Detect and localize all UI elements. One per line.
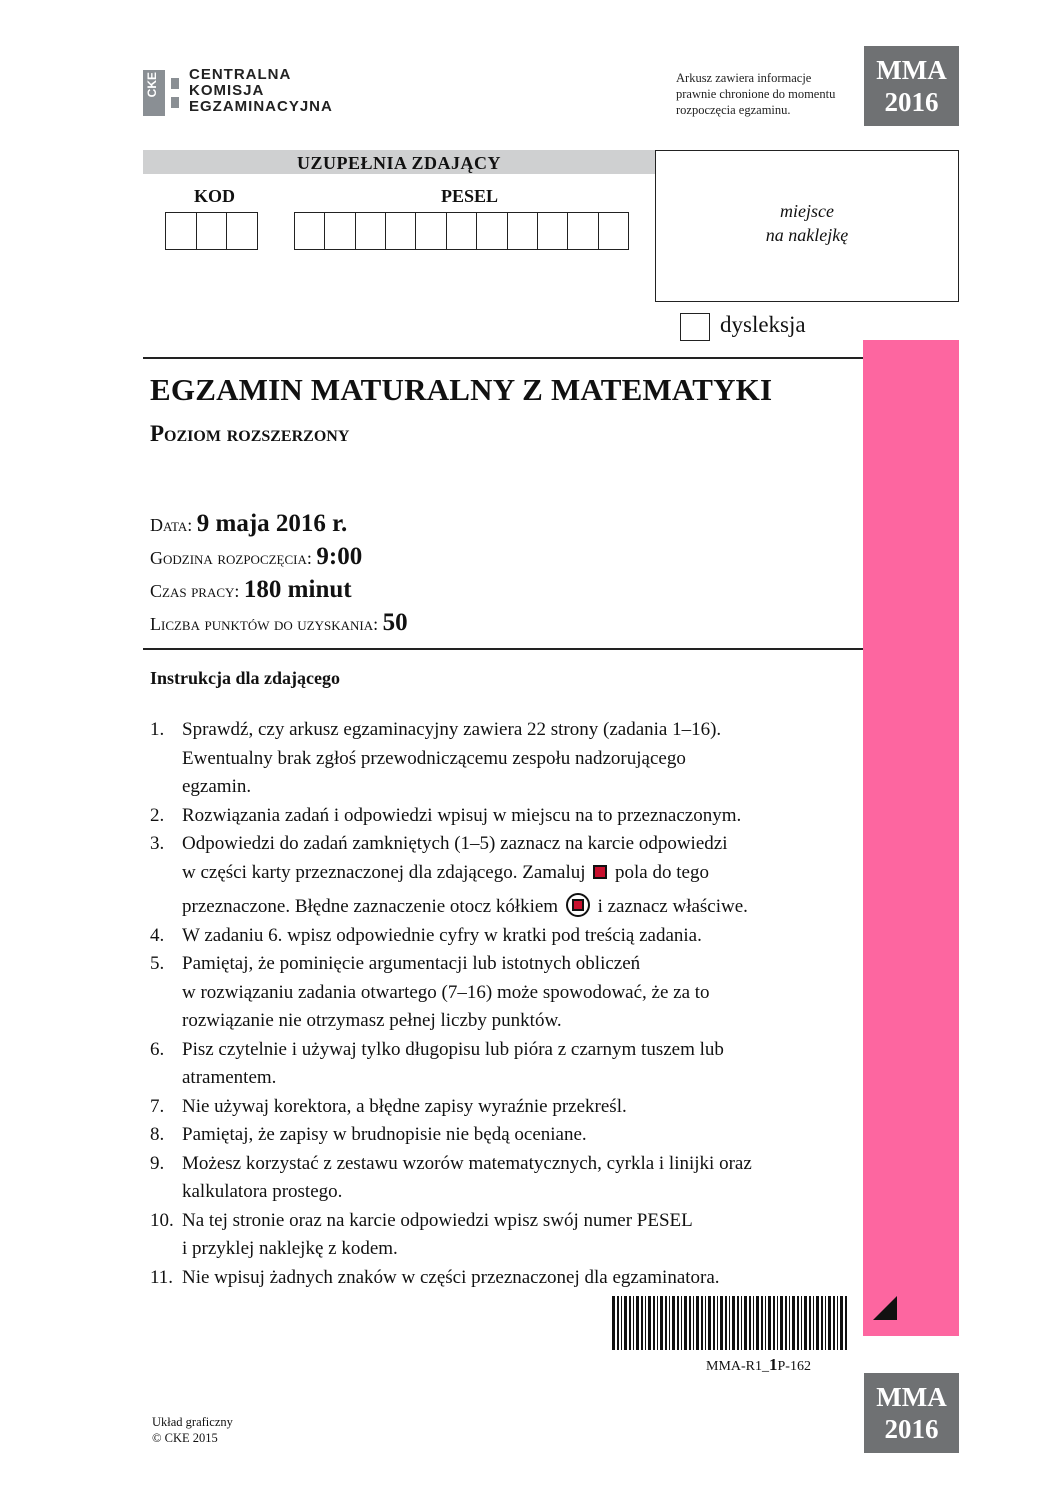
instruction-line: Możesz korzystać z zestawu wzorów matematycznych, cyrkla i linijki oraz (182, 1152, 752, 1174)
logo-line: CENTRALNA (189, 66, 292, 83)
sticker-text: miejsce (780, 201, 834, 221)
barcode-bar (653, 1296, 655, 1350)
footer-line: © CKE 2015 (152, 1431, 218, 1445)
logo-line: EGZAMINACYJNA (189, 98, 333, 115)
barcode-bar (696, 1296, 699, 1350)
instruction-item (150, 1093, 830, 1122)
barcode-bar (684, 1296, 687, 1350)
instruction-text: przeznaczone. Błędne zaznaczenie otocz kółkiem (182, 896, 559, 917)
instruction-number: 1. (150, 719, 165, 740)
barcode-bar (797, 1296, 799, 1350)
info-duration (150, 576, 352, 604)
barcode-bar (777, 1296, 778, 1350)
info-key: Godzina rozpoczęcia: (150, 548, 312, 568)
barcode-bar (689, 1296, 691, 1350)
instruction-number: 11. (150, 1266, 174, 1288)
instruction-line: W zadaniu 6. wpisz odpowiednie cyfry w kratki pod treścią zadania. (182, 924, 702, 946)
barcode-bar (645, 1296, 646, 1350)
sticker-area (655, 150, 959, 302)
logo-mark-text: CKE (145, 72, 159, 98)
exam-year: 2016 (884, 87, 939, 117)
info-value: 50 (382, 609, 408, 636)
barcode-id (706, 1355, 811, 1375)
instruction-number: 6. (150, 1038, 165, 1060)
barcode-bar (665, 1296, 667, 1350)
barcode-bar (657, 1296, 658, 1350)
filled-square-icon (593, 865, 607, 879)
info-start-time (150, 543, 362, 571)
instructions-title: Instrukcja dla zdającego (150, 668, 340, 688)
barcode-bar (741, 1296, 742, 1350)
exam-code: MMA (876, 1382, 947, 1412)
barcode-id-prefix: MMA-R1_ (706, 1359, 770, 1374)
barcode-bar (641, 1296, 643, 1350)
barcode-bar (828, 1296, 831, 1350)
instruction-number: 2. (150, 804, 165, 826)
barcode-bar (744, 1296, 747, 1350)
barcode-bar (761, 1296, 763, 1350)
divider (143, 357, 863, 359)
barcode-bar (725, 1296, 727, 1350)
protection-notice (676, 70, 856, 118)
instruction-line: Pisz czytelnie i używaj tylko długopisu lub pióra z czarnym tuszem lub (182, 1038, 724, 1060)
footer-line: Układ graficzny (152, 1415, 233, 1429)
instruction-item (150, 802, 830, 831)
barcode-bar (660, 1296, 663, 1350)
instructions-list (150, 716, 830, 1292)
divider (143, 648, 863, 650)
barcode-bar (713, 1296, 715, 1350)
barcode-bar (621, 1296, 622, 1350)
instruction-line: kalkulatora prostego. (182, 1181, 343, 1202)
barcode-bar (804, 1296, 807, 1350)
barcode-bar (821, 1296, 823, 1350)
barcode-bar (729, 1296, 730, 1350)
barcode-bar (648, 1296, 651, 1350)
info-date (150, 510, 347, 538)
notice-line: Arkusz zawiera informacje (676, 71, 812, 85)
barcode-bar (717, 1296, 718, 1350)
info-value: 9:00 (316, 543, 363, 570)
barcode-bar (732, 1296, 735, 1350)
barcode-bar (749, 1296, 751, 1350)
exam-code-badge-bottom (864, 1373, 959, 1453)
pesel-label: PESEL (441, 186, 499, 206)
kod-input-boxes[interactable] (165, 212, 258, 250)
exam-code-badge-top (864, 46, 959, 126)
barcode-bar (624, 1296, 627, 1350)
exam-code: MMA (876, 55, 947, 85)
instruction-line: Na tej stronie oraz na karcie odpowiedzi wpisz swój numer PESEL (182, 1209, 693, 1231)
dyslexia-label: dysleksja (720, 312, 806, 337)
instruction-line: Nie używaj korektora, a błędne zapisy wyraźnie przekreśl. (182, 1095, 627, 1117)
instruction-line: Nie wpisuj żadnych znaków w części przeznaczonej dla egzaminatora. (182, 1266, 720, 1288)
barcode-bar (633, 1296, 634, 1350)
barcode-bar (840, 1296, 843, 1350)
info-value: 180 minut (243, 576, 352, 603)
barcode-bar (780, 1296, 783, 1350)
info-key: Czas pracy: (150, 581, 240, 601)
cke-logo-text (189, 67, 333, 115)
instruction-text: pola do tego (615, 861, 709, 883)
barcode-bar (753, 1296, 754, 1350)
instruction-text: i zaznacz właściwe. (597, 896, 748, 917)
barcode-bar (693, 1296, 694, 1350)
instruction-line: Pamiętaj, że zapisy w brudnopisie nie będą oceniane. (182, 1124, 587, 1145)
info-key: Data: (150, 515, 193, 535)
instruction-item (150, 716, 830, 802)
instruction-line: atramentem. (182, 1067, 277, 1088)
instruction-line: Sprawdź, czy arkusz egzaminacyjny zawiera 22 strony (zadania 1–16). (182, 719, 722, 740)
instruction-line (182, 893, 830, 922)
barcode-bar (801, 1296, 802, 1350)
cke-logo-mark (143, 70, 179, 116)
barcode-bar (720, 1296, 723, 1350)
instruction-number: 4. (150, 924, 165, 946)
barcode-bar (612, 1296, 615, 1350)
exam-level: Poziom rozszerzony (150, 421, 350, 446)
instruction-number: 9. (150, 1152, 165, 1174)
barcode-bar (672, 1296, 675, 1350)
instruction-line: i przyklej naklejkę z kodem. (182, 1238, 398, 1259)
barcode (612, 1296, 848, 1350)
side-color-band (863, 340, 959, 1336)
sticker-text: na naklejkę (765, 225, 849, 245)
footer (152, 1414, 233, 1446)
instruction-line: Rozwiązania zadań i odpowiedzi wpisuj w miejscu na to przeznaczonym. (182, 804, 742, 826)
info-value: 9 maja 2016 r. (196, 510, 348, 537)
barcode-bar (737, 1296, 739, 1350)
instruction-number: 3. (150, 833, 165, 854)
barcode-bar (825, 1296, 826, 1350)
instruction-number: 8. (150, 1124, 165, 1145)
barcode-id-bold: 1 (769, 1355, 778, 1374)
instruction-number: 5. (150, 953, 165, 974)
instruction-line: w rozwiązaniu zadania otwartego (7–16) może spowodować, że za to (182, 981, 710, 1003)
barcode-bar (792, 1296, 795, 1350)
barcode-bar (789, 1296, 790, 1350)
barcode-bar (813, 1296, 814, 1350)
barcode-bar (773, 1296, 775, 1350)
barcode-bar (701, 1296, 703, 1350)
instruction-line: Ewentualny brak zgłoś przewodniczącemu zespołu nadzorującego (182, 747, 686, 769)
instruction-line: Pamiętaj, że pominięcie argumentacji lub istotnych obliczeń (182, 953, 641, 974)
barcode-bar (833, 1296, 835, 1350)
barcode-bar (705, 1296, 706, 1350)
info-key: Liczba punktów do uzyskania: (150, 614, 379, 634)
instruction-line: Odpowiedzi do zadań zamkniętych (1–5) zaznacz na karcie odpowiedzi (182, 833, 728, 854)
barcode-bar (765, 1296, 766, 1350)
barcode-id-suffix: P-162 (777, 1359, 811, 1374)
instruction-number: 7. (150, 1095, 165, 1117)
barcode-bar (809, 1296, 811, 1350)
instruction-item (150, 950, 830, 1036)
barcode-bar (837, 1296, 838, 1350)
instruction-item (150, 830, 830, 922)
notice-line: rozpoczęcia egzaminu. (676, 103, 791, 117)
instruction-item (150, 1036, 830, 1093)
instruction-line (182, 859, 830, 888)
barcode-bar (669, 1296, 670, 1350)
instruction-item (150, 1121, 830, 1150)
exam-year: 2016 (884, 1414, 939, 1444)
fill-by-candidate-bar: UZUPEŁNIA ZDAJĄCY (143, 150, 655, 174)
exam-title: EGZAMIN MATURALNY Z MATEMATYKI (150, 372, 773, 407)
barcode-bar (629, 1296, 631, 1350)
instruction-line: rozwiązanie nie otrzymasz pełnej liczby punktów. (182, 1010, 562, 1031)
instruction-line: egzamin. (182, 776, 252, 797)
instruction-number: 10. (150, 1209, 174, 1231)
barcode-bar (708, 1296, 711, 1350)
info-points (150, 609, 408, 637)
barcode-bar (785, 1296, 787, 1350)
instruction-text: w części karty przeznaczonej dla zdającego. Zamaluj (182, 861, 586, 883)
barcode-bar (681, 1296, 682, 1350)
pesel-input-boxes[interactable] (294, 212, 629, 250)
instruction-item (150, 1207, 830, 1264)
corner-triangle-icon (873, 1296, 897, 1320)
logo-line: KOMISJA (189, 82, 265, 99)
barcode-bar (617, 1296, 619, 1350)
barcode-bar (845, 1296, 847, 1350)
instruction-item (150, 1264, 830, 1293)
barcode-bar (816, 1296, 819, 1350)
dyslexia-checkbox[interactable] (680, 313, 710, 341)
notice-line: prawnie chronione do momentu (676, 87, 836, 101)
instruction-item (150, 1150, 830, 1207)
barcode-bar (768, 1296, 771, 1350)
barcode-bar (756, 1296, 759, 1350)
barcode-bar (677, 1296, 679, 1350)
barcode-bar (636, 1296, 639, 1350)
instruction-item (150, 922, 830, 951)
kod-label: KOD (194, 186, 236, 206)
circled-square-icon (566, 893, 590, 917)
